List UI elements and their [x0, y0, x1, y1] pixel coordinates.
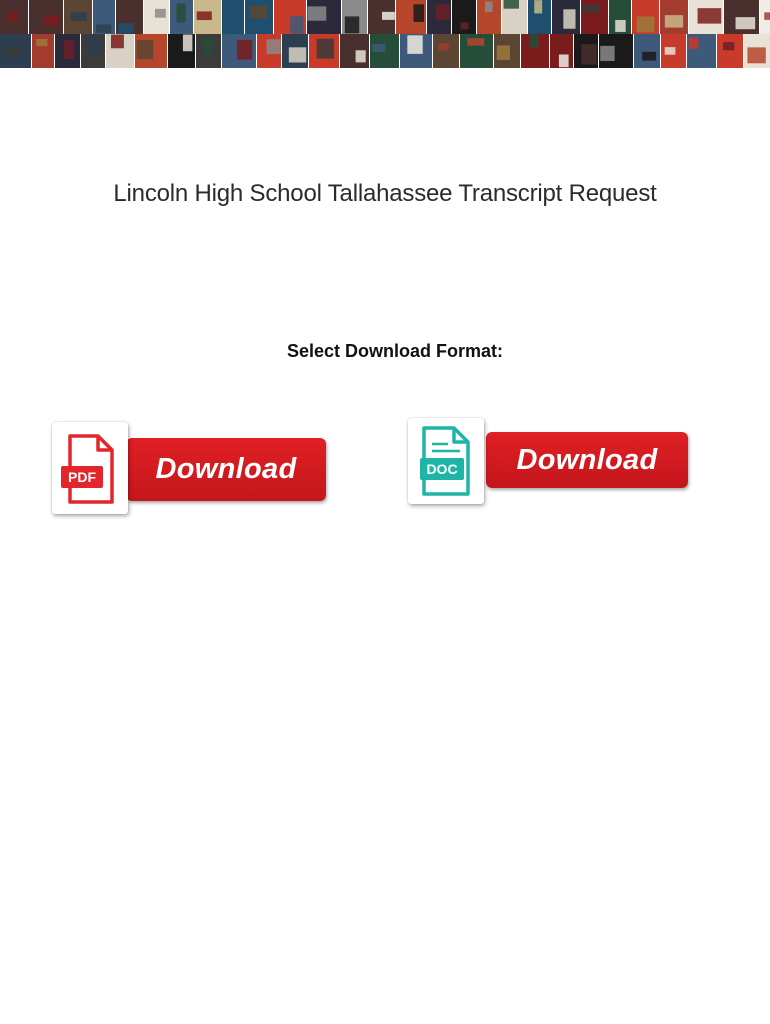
media-cover-art [563, 9, 575, 28]
doc-file-card[interactable] [408, 418, 484, 504]
doc-file-icon [408, 418, 484, 504]
media-cover-tile [717, 34, 743, 68]
pdf-file-card[interactable] [52, 422, 128, 514]
media-cover-art [111, 35, 124, 49]
media-cover-art [559, 54, 569, 67]
media-cover-art [534, 0, 542, 13]
media-cover-art [504, 0, 519, 9]
media-cover-art [177, 4, 186, 23]
media-cover-art [747, 47, 765, 63]
media-cover-tile [634, 34, 660, 68]
media-cover-art [637, 16, 655, 32]
select-format-label: Select Download Format: [286, 341, 504, 361]
media-cover-art [467, 38, 484, 46]
media-cover-art [581, 44, 596, 64]
media-cover-art [582, 5, 600, 13]
media-cover-art [307, 6, 326, 20]
media-cover-art [231, 6, 244, 22]
media-cover-art [723, 42, 734, 50]
media-cover-art [345, 16, 359, 33]
media-cover-art [36, 39, 47, 46]
media-cover-art [290, 16, 303, 33]
media-cover-art [439, 43, 449, 50]
media-cover-art [118, 23, 133, 34]
media-cover-art [203, 38, 213, 55]
media-cover-art [249, 6, 267, 19]
media-cover-art [43, 15, 59, 26]
media-cover-art [642, 52, 656, 61]
media-cover-art [736, 17, 756, 29]
media-cover-art [317, 39, 335, 59]
media-cover-art [436, 4, 450, 20]
media-cover-art [382, 12, 395, 20]
media-cover-art [530, 34, 538, 47]
media-cover-art [497, 45, 510, 60]
media-cover-art [237, 40, 252, 60]
media-cover-art [698, 8, 722, 23]
media-cover-art [372, 44, 385, 52]
media-cover-art [689, 37, 699, 49]
media-cover-art [183, 35, 192, 52]
media-cover-tile [433, 34, 459, 68]
media-cover-art [88, 35, 99, 54]
media-cover-art [197, 11, 212, 20]
page-title: Lincoln High School Tallahassee Transcript Request [113, 180, 657, 207]
media-cover-art [764, 12, 770, 20]
media-cover-art [289, 47, 306, 62]
media-cover-art [64, 40, 75, 59]
pdf-badge-text: PDF [68, 469, 96, 485]
doc-badge-text: DOC [426, 461, 458, 477]
media-cover-art [407, 35, 422, 54]
media-cover-art [600, 46, 614, 61]
media-cover-art [461, 22, 469, 29]
media-cover-art [155, 9, 166, 18]
media-cover-art [96, 24, 111, 32]
media-cover-banner [0, 0, 770, 68]
doc-download-link[interactable] [408, 418, 690, 504]
media-cover-art [3, 47, 21, 56]
media-cover-art [356, 50, 366, 62]
media-cover-art [413, 4, 424, 22]
media-cover-art [137, 40, 154, 59]
pdf-download-label: Download [155, 453, 297, 485]
pdf-download-link[interactable] [52, 422, 327, 516]
media-cover-art [615, 20, 625, 32]
media-cover-art [8, 12, 18, 22]
cover-mosaic-image [0, 0, 770, 68]
pdf-download-button[interactable] [126, 438, 326, 501]
media-cover-art [267, 39, 281, 54]
media-cover-art [665, 15, 683, 27]
pdf-file-icon [52, 422, 128, 514]
media-cover-art [665, 47, 676, 55]
doc-download-label: Download [516, 443, 658, 476]
doc-download-button[interactable] [486, 432, 688, 488]
media-cover-art [485, 1, 493, 12]
media-cover-art [71, 12, 87, 21]
